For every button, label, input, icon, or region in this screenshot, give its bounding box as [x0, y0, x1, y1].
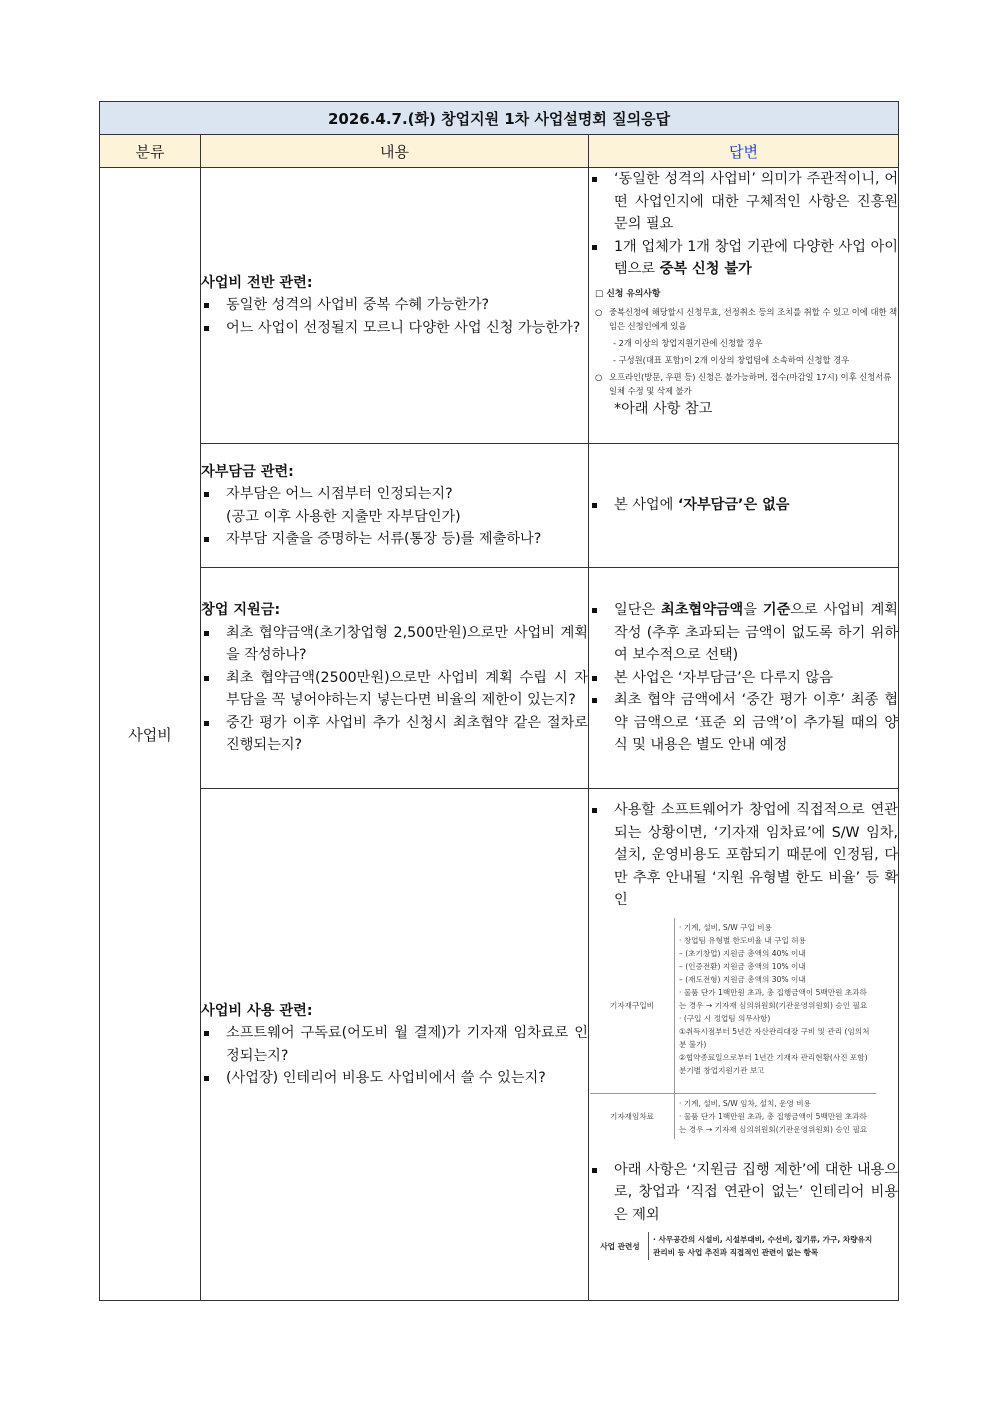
question-cell — [201, 568, 589, 789]
header-answer: 답변 — [589, 135, 899, 168]
excerpt-line: · (구입 시 정업팀 의무사항) — [679, 1013, 771, 1023]
excerpt-line: · 물품 단가 1백만원 초과, 총 집행금액이 5백만원 초과하는 경우 → 기자재 심의위원회(기관운영위원회) 승인 필요 — [679, 987, 868, 1010]
expense-rules-excerpt — [590, 918, 876, 1139]
qa-table — [99, 101, 899, 1301]
answer-text: 일단은 — [614, 602, 662, 619]
answer-emphasis: ‘자부담금’은 없음 — [677, 497, 790, 514]
excerpt-line: – (인증전환) 지원금 총액의 10% 이내 — [679, 961, 806, 971]
notice-clause: ○ 중복신청에 해당할시 신청무효, 선정취소 등의 조치를 취할 수 있고 이에 대한 책임은 신청인에게 있음 — [595, 305, 898, 333]
excerpt-line: ①취득시점부터 5년간 자산관리대장 구비 및 관리 (임의처분 불가) — [679, 1026, 870, 1049]
answer-cell — [589, 168, 899, 444]
answer-item: 본 사업은 ‘자부담금’은 다루지 않음 — [589, 667, 898, 690]
answer-item — [589, 494, 898, 517]
answer-emphasis: 최초협약금액 — [661, 602, 744, 619]
answer-text: 을 — [743, 602, 763, 619]
answer-text: 으로 사업비 계획 작성 (추후 초과되는 금액이 없도록 하기 위하여 보수적으로 선택) — [614, 602, 899, 664]
question-text: 자부담은 어느 시점부터 인정되는지? — [226, 486, 453, 502]
excerpt-label: 기자재임차료 — [590, 1093, 674, 1139]
question-item: 자부담 지출을 증명하는 서류(통장 등)를 제출하나? — [201, 528, 588, 551]
excerpt-line: · 물품 단가 1백만원 초과, 총 집행금액이 5백만원 초과하는 경우 → 기자재 심의위원회(기관운영위원회) 승인 필요 — [679, 1111, 868, 1134]
answer-item: 아래 사항은 ‘지원금 집행 제한’에 대한 내용으로, 창업과 ‘직접 연관이 없는’ 인테리어 비용은 제외 — [589, 1159, 898, 1227]
notice-detail: - 2개 이상의 창업지원기관에 신청할 경우 — [613, 337, 763, 348]
question-title: 사업비 전반 관련: — [201, 274, 313, 291]
excerpt-line: – (재도전형) 지원금 총액의 30% 이내 — [679, 974, 806, 984]
answer-cell — [589, 444, 899, 568]
question-item: 어느 사업이 선정될지 모르니 다양한 사업 신청 가능한가? — [201, 317, 588, 340]
excerpt-line: ②협약종료일으로부터 1년간 기재자 관리현황(사진 포함) 분기별 창업지원기관 보고 — [679, 1052, 868, 1075]
answer-emphasis: 중복 신청 불가 — [659, 261, 752, 277]
notice-heading: □ 신청 유의사항 — [595, 288, 661, 299]
document-title: 2026.4.7.(화) 창업지원 1차 사업설명회 질의응답 — [100, 102, 899, 135]
answer-item: 최초 협약 금액에서 ‘중간 평가 이후’ 최종 협약 금액으로 ‘표준 외 금액’이 추가될 때의 양식 및 내용은 별도 안내 예정 — [589, 689, 898, 757]
question-item: (사업장) 인테리어 비용도 사업비에서 쓸 수 있는지? — [201, 1067, 588, 1090]
question-subtext: (공고 이후 사용한 지출만 자부담인가) — [226, 508, 461, 525]
question-item: 최초 협약금액(초기창업형 2,500만원)으로만 사업비 계획을 작성하나? — [201, 622, 588, 667]
category-cell: 사업비 — [100, 168, 201, 1301]
question-title: 창업 지원금: — [201, 602, 281, 619]
question-title: 자부담금 관련: — [201, 463, 294, 480]
excerpt-line: – (초기창업) 지원금 총액의 40% 이내 — [679, 948, 806, 958]
notice-excerpt — [589, 281, 898, 398]
answer-note: *아래 사항 참고 — [614, 400, 713, 417]
excerpt-label: 사업 관련성 — [592, 1232, 649, 1260]
answer-cell — [589, 568, 899, 789]
excerpt-line: · 기계, 설비, S/W 임차, 설치, 운영 비용 — [679, 1098, 811, 1108]
notice-detail: - 구성원(대표 포함)이 2개 이상의 창업팀에 소속하여 신청할 경우 — [613, 354, 850, 365]
question-item: 소프트웨어 구독료(어도비 월 결제)가 기자재 임차료로 인정되는지? — [201, 1022, 588, 1067]
answer-cell — [589, 789, 899, 1301]
notice-clause: ○ 오프라인(방문, 우편 등) 신청은 불가능하며, 접수(마감일 17시) 이후 신청서류 일체 수정 및 삭제 불가 — [595, 370, 898, 398]
question-title: 사업비 사용 관련: — [201, 1002, 313, 1019]
answer-emphasis: 기준 — [762, 602, 791, 619]
excerpt-line: · 기계, 설비, S/W 구입 비용 — [679, 922, 772, 932]
answer-item — [589, 599, 898, 667]
question-item — [201, 483, 588, 528]
answer-item: 사용할 소프트웨어가 창업에 직접적으로 연관되는 상황이면, ‘기자재 임차료’에 S/W 임차, 설치, 운영비용도 포함되기 때문에 인정됨, 다만 추후 안내될 ‘지원 유형별 한도 비율’ 등 확인 — [589, 799, 898, 912]
qa-document — [99, 101, 898, 1301]
restriction-excerpt — [592, 1232, 882, 1260]
excerpt-body — [675, 918, 876, 1093]
answer-item: ‘동일한 성격의 사업비’ 의미가 주관적이니, 어떤 사업인지에 대한 구체적인 사항은 진흥원 문의 필요 — [589, 168, 898, 236]
answer-item — [589, 236, 898, 281]
answer-text: 1개 업체가 1개 창업 기관에 다양한 사업 아이템으로 — [614, 238, 899, 277]
question-cell — [201, 789, 589, 1301]
header-content: 내용 — [201, 135, 589, 168]
excerpt-label: 기자재구입비 — [609, 1000, 654, 1010]
question-item: 중간 평가 이후 사업비 추가 신청시 최초협약 같은 절차로 진행되는지? — [201, 712, 588, 757]
answer-text: 본 사업에 — [614, 497, 678, 514]
question-cell — [201, 444, 589, 568]
question-cell — [201, 168, 589, 444]
header-category: 분류 — [100, 135, 201, 168]
question-item: 최초 협약금액(2500만원)으로만 사업비 계획 수립 시 자부담을 꼭 넣어야하는지 넣는다면 비율의 제한이 있는지? — [201, 667, 588, 712]
question-item: 동일한 성격의 사업비 중복 수혜 가능한가? — [201, 294, 588, 317]
excerpt-line: · 사무공간의 시설비, 시설부대비, 수선비, 집기류, 가구, 차량유지관리비 등 사업 추진과 직접적인 관련이 없는 항목 — [653, 1235, 873, 1257]
excerpt-body — [675, 1093, 876, 1139]
excerpt-line: · 창업팀 유형별 한도비율 내 구입 허용 — [679, 935, 806, 945]
